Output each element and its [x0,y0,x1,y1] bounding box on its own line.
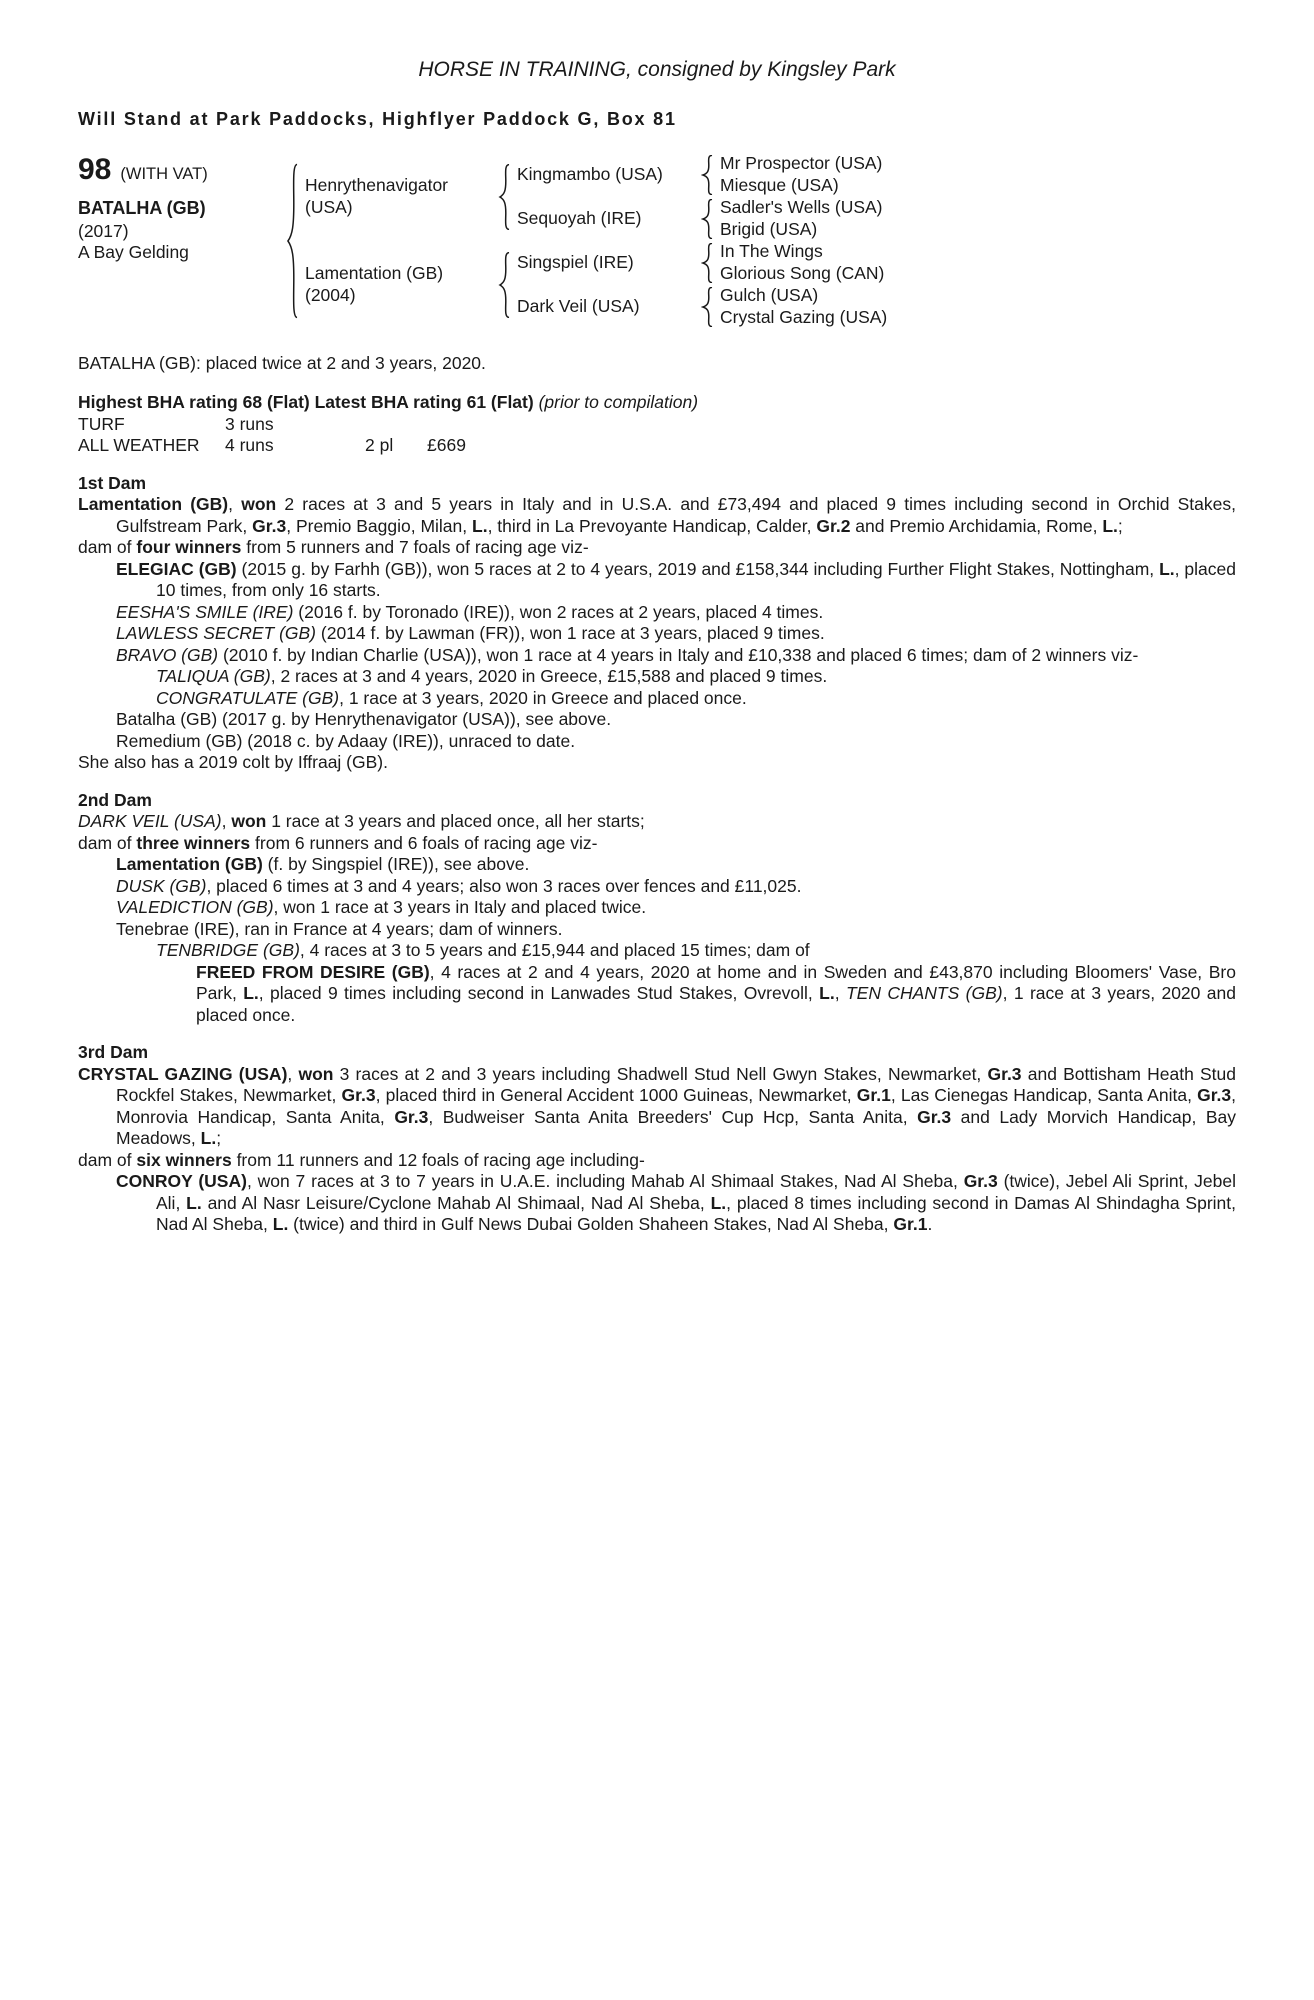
pedigree-paragraph [78,1150,1236,1172]
earnings-value: £669 [427,435,466,455]
text-segment: (2014 f. by Lawman (FR)), won 1 race at 3 years, placed 9 times. [316,623,825,643]
runs-value: 4 runs [225,435,274,455]
pedigree-chart [78,153,1236,329]
pedigree-paragraph [78,666,1236,688]
brace-icon [700,153,715,197]
text-segment: (twice), Jebel Ali Sprint, Jebel Ali, [156,1171,1236,1213]
text-segment: CONROY (USA) [116,1171,247,1191]
text-segment: dam of [78,832,137,853]
text-segment: , 1 race at 3 years, 2020 in Greece and placed once. [339,687,747,708]
dam-sections [78,473,1236,1236]
pedigree-paragraph [78,731,1236,753]
lot-number: 98 [78,152,112,186]
text-segment: dam of [78,1149,137,1170]
text-segment: , [834,983,846,1003]
text-segment: Gr.3 [394,1106,429,1127]
text-segment: and Premio Archidamia, Rome, [850,515,1103,536]
text-segment: BRAVO (GB) [116,644,219,665]
text-segment: , 2 races at 3 and 4 years, 2020 in Greece, £15,588 and placed 9 times. [270,666,828,686]
pedigree-paragraph [78,752,1236,774]
text-segment: Gr.3 [963,1171,998,1191]
dam-sire-cell [512,241,700,285]
runs-value: 3 runs [225,413,274,434]
dam-section-heading: 2nd Dam [78,789,152,810]
text-segment: (2015 g. by Farhh (GB)), won 5 races at 2 to 4 years, 2019 and £158,344 including Further Flight Stakes, Nottingham, [236,558,1160,579]
text-segment: L. [710,1192,727,1213]
text-segment: won [241,494,277,514]
text-segment: , placed third in General Accident 1000 Guineas, Newmarket, [375,1085,857,1105]
text-segment: , won 7 races at 3 to 7 years in U.A.E. including Mahab Al Shimaal Stakes, Nad Al Sheba, [246,1171,964,1191]
dam-section-heading: 3rd Dam [78,1042,149,1062]
placed-value [365,414,427,436]
pedigree-paragraph [78,811,1236,833]
text-segment: , [221,811,232,831]
horse-foaling-year: (2017) [78,220,129,241]
text-segment: Gr.3 [341,1085,376,1105]
brace-icon [497,241,512,329]
sire-suffix: (USA) [305,196,353,217]
sire-cell [300,153,497,241]
stand-location: Will Stand at Park Paddocks, Highflyer Paddock G, Box 81 [78,109,677,129]
text-segment: She also has a 2019 colt by Iffraaj (GB). [78,752,388,772]
text-segment: , [287,1063,299,1084]
pedigree-paragraph [78,1064,1236,1150]
sire-dam-cell [512,197,700,241]
text-segment: Gr.1 [893,1214,928,1234]
text-segment: L. [472,515,488,536]
gen3-ancestor: Sadler's Wells (USA) [720,196,883,217]
lot-info [78,153,285,329]
text-segment: , 4 races at 3 to 5 years and £15,944 and placed 15 times; dam of [299,940,810,960]
text-segment: , placed 8 times including second in Damas Al Shindagha Sprint, Nad Al Sheba, [156,1192,1236,1234]
horse-description: A Bay Gelding [78,242,189,262]
text-segment: 3 races at 2 and 3 years including Shadwell Stud Nell Gwyn Stakes, Newmarket, [333,1063,988,1084]
race-record-row [78,414,1236,436]
dam-name: Lamentation (GB) [305,263,444,283]
text-segment: , won 1 race at 3 years in Italy and placed twice. [273,897,647,917]
text-segment: TALIQUA (GB) [156,666,271,686]
text-segment: from 11 runners and 12 foals of racing age including- [231,1149,645,1170]
gen3-ancestor: Mr Prospector (USA) [720,152,883,173]
text-segment: ; [216,1128,222,1148]
pedigree-paragraph [78,876,1236,898]
text-segment: EESHA'S SMILE (IRE) [116,601,294,622]
text-segment: CONGRATULATE (GB) [156,687,340,708]
text-segment: 1 race at 3 years and placed once, all her starts; [266,811,645,831]
text-segment: (f. by Singspiel (IRE)), see above. [262,854,530,874]
text-segment: from 5 runners and 7 foals of racing age viz- [241,537,589,557]
text-segment: L. [1159,558,1175,579]
bha-rating-values: Highest BHA rating 68 (Flat) Latest BHA rating 61 (Flat) [78,392,534,412]
text-segment: , placed 6 times at 3 and 4 years; also won 3 races over fences and £11,025. [206,875,802,896]
pedigree-paragraph [78,559,1236,602]
horse-name: BATALHA (GB) [78,198,206,218]
text-segment: 2 races at 3 and 5 years in Italy and in U.S.A. and £73,494 and placed 9 times including second in Orchid Stakes, Gulfstream Park, [116,494,1236,536]
text-segment: DUSK (GB) [116,875,207,896]
dam-section-heading: 1st Dam [78,472,147,493]
text-segment: Lamentation (GB) [116,854,263,874]
text-segment: ; [1117,515,1123,536]
surface-label: ALL WEATHER [78,435,200,455]
pedigree-paragraph [78,940,1236,962]
text-segment: three winners [136,832,251,853]
text-segment: Remedium (GB) (2018 c. by Adaay (IRE)), unraced to date. [116,730,576,751]
sire-dam-name: Sequoyah (IRE) [517,207,642,228]
text-segment: LAWLESS SECRET (GB) [116,623,317,643]
text-segment: , 4 races at 2 and 4 years, 2020 at home and in Sweden and £43,870 including Bloomers' Vase, Bro Park, [196,961,1236,1003]
gen3-ancestor: Glorious Song (CAN) [720,262,885,283]
brace-icon [700,241,715,285]
sire-name: Henrythenavigator [305,175,448,195]
gen3-ancestor: Crystal Gazing (USA) [720,306,888,327]
text-segment: , 1 race at 3 years, 2020 and placed once. [196,983,1236,1025]
dam-dam-name: Dark Veil (USA) [517,295,640,316]
sire-sire-cell [512,153,700,197]
text-segment: (twice) and third in Gulf News Dubai Golden Shaheen Stakes, Nad Al Sheba, [288,1214,894,1234]
brace-icon [700,197,715,241]
text-segment: and Al Nasr Leisure/Cyclone Mahab Al Shimaal, Nad Al Sheba, [201,1192,711,1213]
text-segment: ELEGIAC (GB) [116,558,237,579]
pedigree-paragraph [78,962,1236,1027]
text-segment: Lamentation (GB) [78,494,229,514]
pedigree-paragraph [78,1171,1236,1236]
text-segment: , placed 9 times including second in Lanwades Stud Stakes, Ovrevoll, [258,983,820,1003]
text-segment: won [298,1063,334,1084]
pedigree-paragraph [78,854,1236,876]
text-segment: , Premio Baggio, Milan, [286,515,472,536]
text-segment: L. [186,1192,202,1213]
text-segment: Gr.3 [252,515,287,536]
text-segment: Batalha (GB) (2017 g. by Henrythenavigator (USA)), see above. [116,709,612,729]
text-segment: , Las Cienegas Handicap, Santa Anita, [890,1085,1198,1105]
text-segment: L. [819,983,835,1003]
brace-icon [497,153,512,241]
text-segment: and Bottisham Heath Stud Rockfel Stakes, Newmarket, [116,1063,1236,1105]
text-segment: L. [1102,515,1118,536]
dam-dam-cell [512,285,700,329]
pedigree-paragraph [78,709,1236,731]
pedigree-paragraph [78,897,1236,919]
lot-number-line [78,152,285,186]
text-segment: , third in La Prevoyante Handicap, Calder, [487,515,817,536]
page-title: HORSE IN TRAINING, consigned by Kingsley Park [418,58,896,81]
race-record-row [78,435,1236,457]
vat-note: (WITH VAT) [120,164,208,183]
gen3-ancestor: In The Wings [720,240,823,261]
text-segment: TENBRIDGE (GB) [156,940,300,960]
race-record-summary: BATALHA (GB): placed twice at 2 and 3 years, 2020. [78,352,486,373]
dam-sire-name: Singspiel (IRE) [517,251,634,272]
text-segment: (2016 f. by Toronado (IRE)), won 2 races at 2 years, placed 4 times. [293,601,824,622]
text-segment: won [231,811,267,831]
text-segment: Gr.3 [917,1106,952,1127]
text-segment: , Budweiser Santa Anita Breeders' Cup Hcp, Santa Anita, [428,1106,918,1127]
dam-cell [300,241,497,329]
gen3-ancestor: Miesque (USA) [720,174,839,195]
text-segment: DARK VEIL (USA) [78,811,222,831]
brace-icon [285,153,300,329]
dam-year: (2004) [305,284,356,305]
brace-icon [700,285,715,329]
pedigree-paragraph [78,688,1236,710]
text-segment: , Monrovia Handicap, Santa Anita, [116,1085,1237,1127]
text-segment: Gr.2 [816,515,851,536]
text-segment: six winners [136,1149,232,1170]
pedigree-paragraph [78,602,1236,624]
gen3-ancestor: Gulch (USA) [720,284,819,305]
pedigree-paragraph [78,494,1236,537]
text-segment: VALEDICTION (GB) [116,897,274,917]
pedigree-paragraph [78,537,1236,559]
text-segment: from 6 runners and 6 foals of racing age viz- [250,832,598,853]
placed-value: 2 pl [365,435,394,455]
sire-sire-name: Kingmambo (USA) [517,163,663,184]
text-segment: four winners [136,537,242,557]
text-segment: dam of [78,537,137,557]
text-segment: Tenebrae (IRE), ran in France at 4 years; dam of winners. [116,918,563,939]
text-segment: CRYSTAL GAZING (USA) [78,1063,288,1084]
text-segment: TEN CHANTS (GB) [845,983,1003,1003]
pedigree-paragraph [78,645,1236,667]
pedigree-paragraph [78,833,1236,855]
text-segment: FREED FROM DESIRE (GB) [196,961,430,982]
text-segment: L. [272,1214,289,1234]
text-segment: . [927,1214,933,1234]
text-segment: , [228,494,242,514]
pedigree-paragraph [78,919,1236,941]
text-segment: , placed 10 times, from only 16 starts. [156,558,1236,600]
text-segment: (2010 f. by Indian Charlie (USA)), won 1 race at 4 years in Italy and £10,338 and placed 6 times; dam of 2 winners viz- [218,644,1139,665]
bha-rating-note: (prior to compilation) [538,392,699,412]
text-segment: Gr.1 [856,1085,891,1105]
text-segment: L. [200,1128,217,1148]
pedigree-paragraph [78,623,1236,645]
text-segment: and Lady Morvich Handicap, Bay Meadows, [116,1106,1237,1148]
text-segment: Gr.3 [1197,1085,1232,1105]
race-record-table [78,414,1236,457]
text-segment: Gr.3 [987,1063,1022,1084]
bha-rating-line [78,392,1236,414]
gen3-ancestor: Brigid (USA) [720,218,818,239]
surface-label: TURF [78,413,125,434]
text-segment: L. [243,983,259,1003]
